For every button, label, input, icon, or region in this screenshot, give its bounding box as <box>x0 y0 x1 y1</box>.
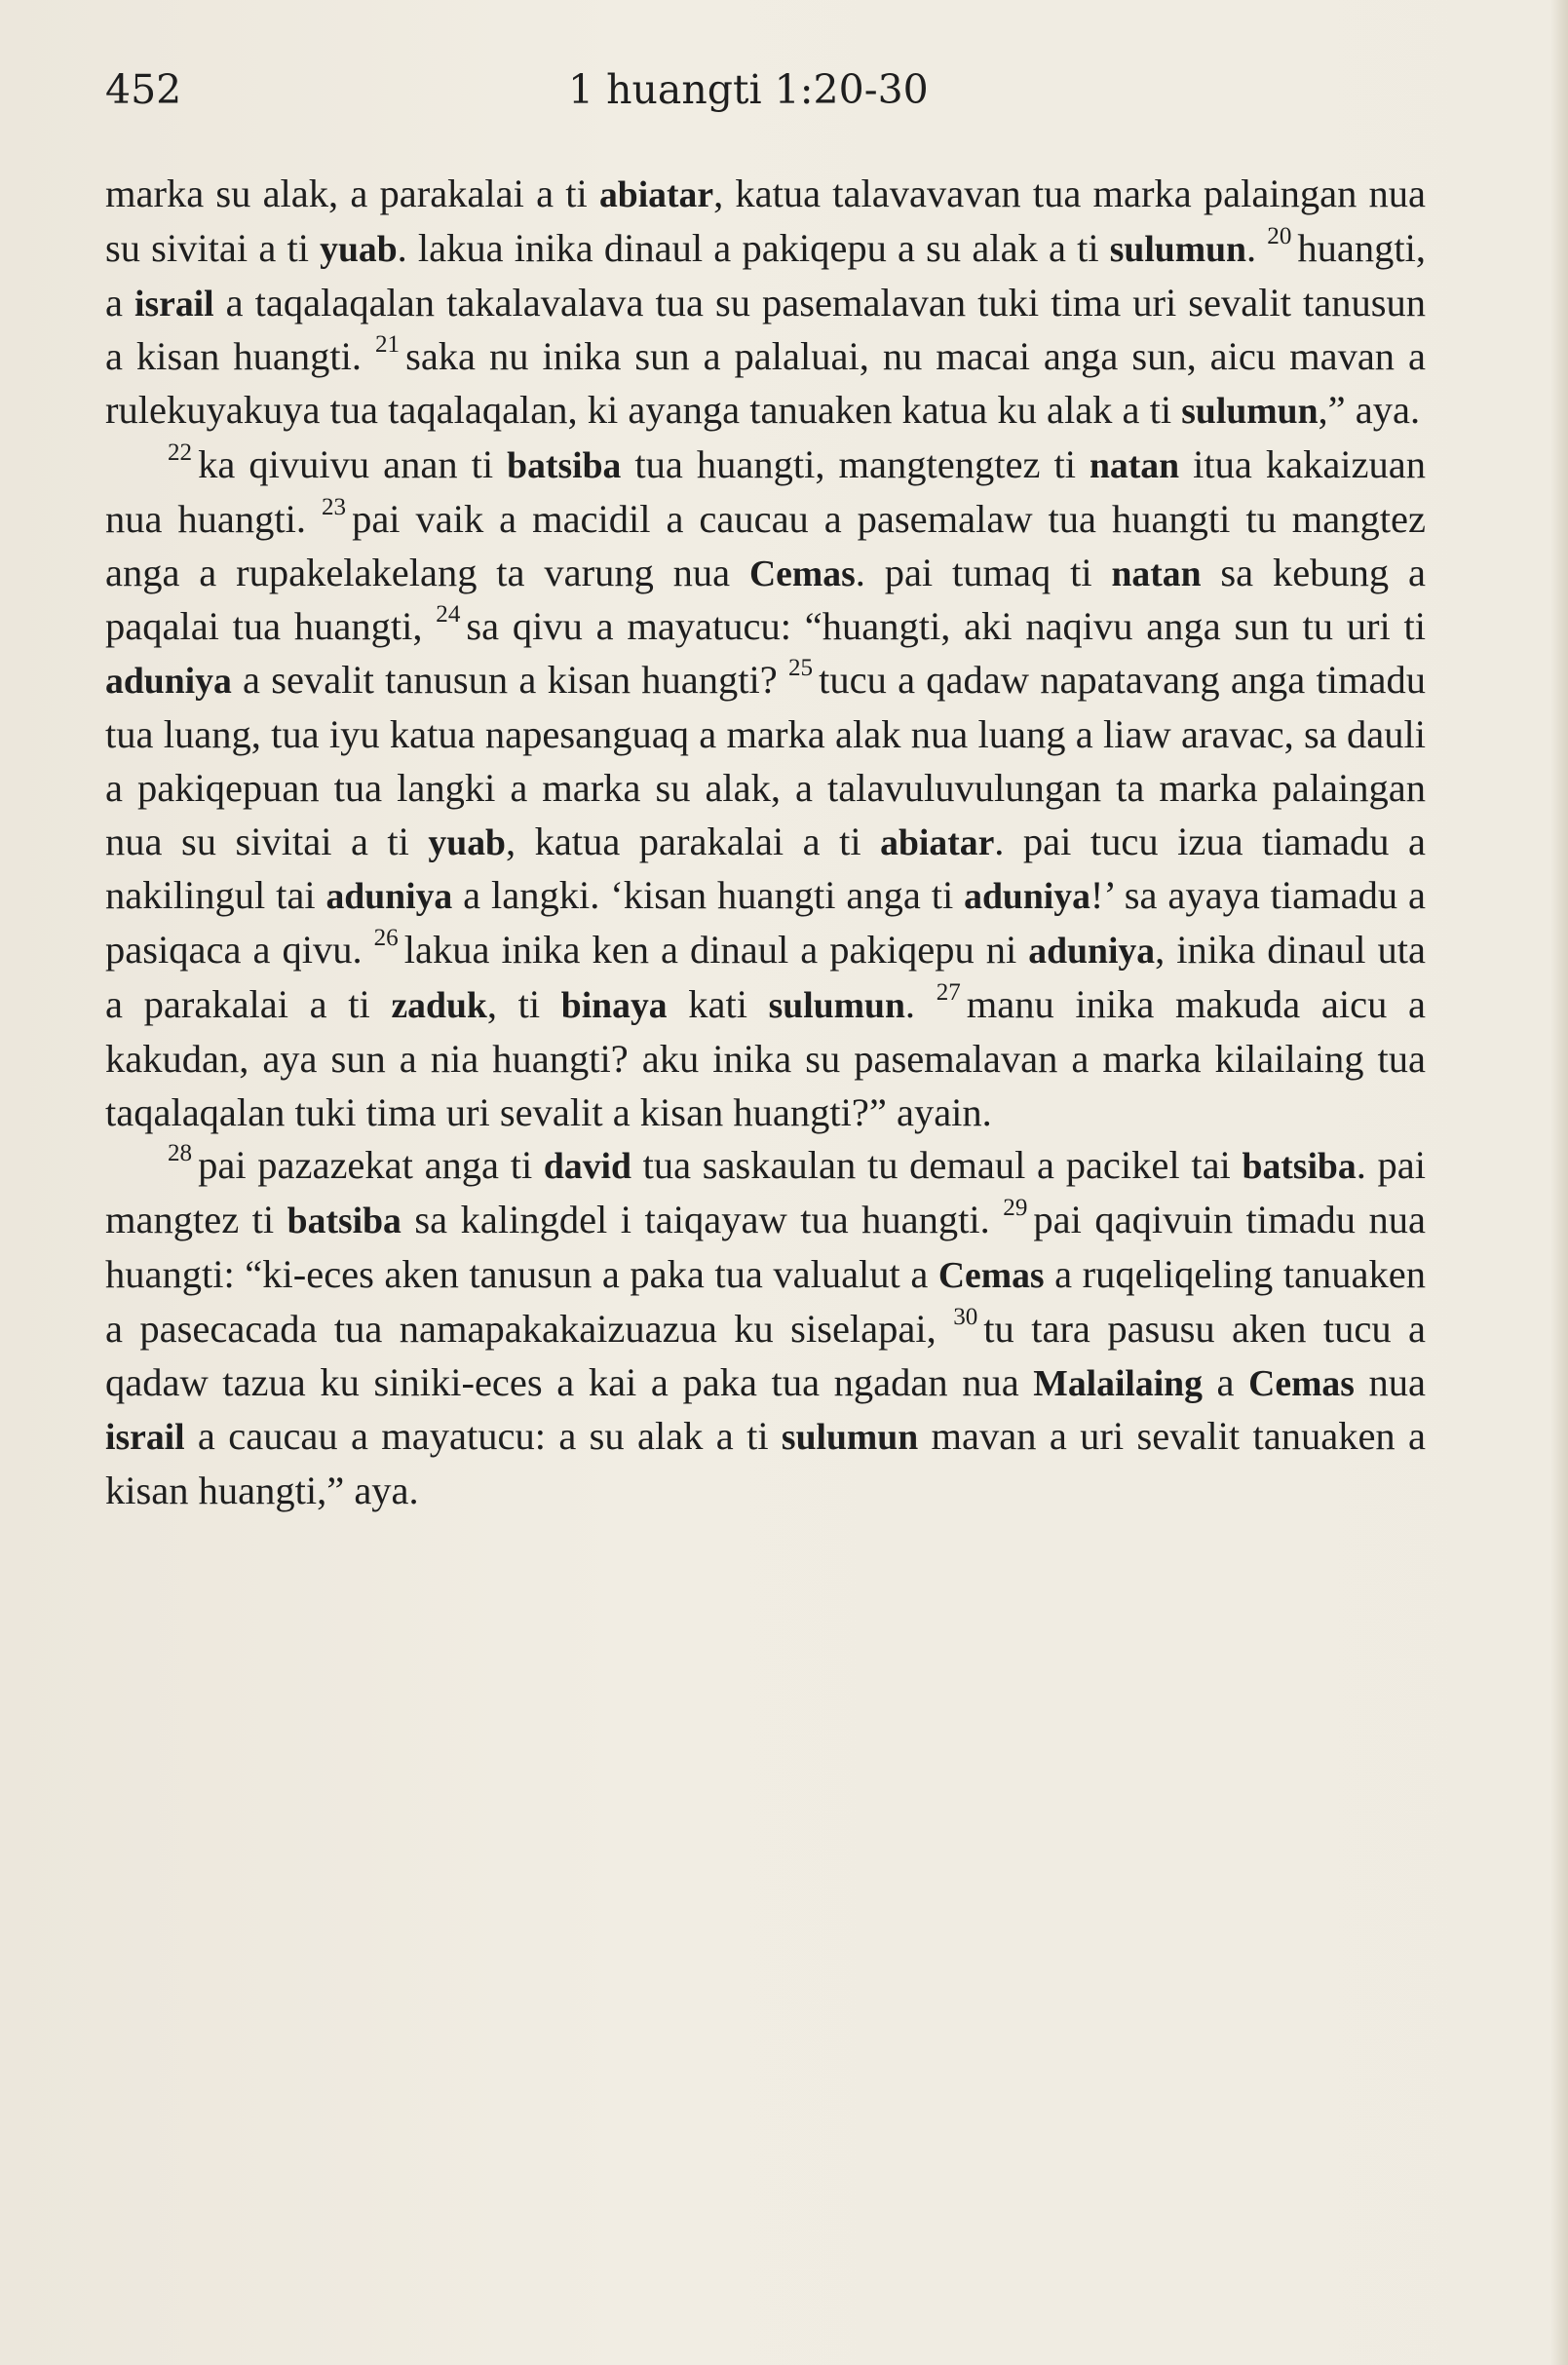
proper-name: sulumun <box>1109 228 1246 270</box>
text-run: tucu a qadaw napatavang anga timadu tua luang, tua iyu katua napesanguaq a marka alak nua luang a liaw aravac, sa dauli a pakiqepuan tua langki a marka su alak, a talavuluvulungan ta marka palaingan nua su sivitai a ti <box>105 658 1426 863</box>
proper-name: natan <box>1111 553 1202 594</box>
proper-name: sulumun <box>781 1417 919 1459</box>
text-run: a <box>1202 1359 1249 1404</box>
proper-name: Cemas <box>748 553 856 594</box>
verse-number: 22 <box>168 439 193 466</box>
proper-name: israil <box>105 1417 185 1459</box>
proper-name: binaya <box>560 984 668 1026</box>
text-run: . <box>904 981 937 1026</box>
verse-number: 23 <box>321 493 347 520</box>
verse-number: 20 <box>1267 222 1292 249</box>
verse-number: 30 <box>953 1303 978 1330</box>
text-run: pai vaik a macidil a caucau a pasemalaw tua huangti tu mangtez anga a rupakelakelang ta varung nua <box>105 496 1426 594</box>
proper-name: batsiba <box>1242 1146 1357 1188</box>
proper-name: aduniya <box>1028 931 1156 973</box>
text-run: marka su alak, a parakalai a ti <box>105 172 599 215</box>
text-run: saka nu inika sun a palaluai, nu macai anga sun, aicu mavan a rulekuyakuya tua taqalaqalan, ki ayanga tanuaken katua ku alak a ti <box>105 334 1426 433</box>
verse-number: 24 <box>436 601 461 629</box>
proper-name: abiatar <box>598 174 714 215</box>
scripture-text <box>105 168 1426 1518</box>
text-run: , katua parakalai a ti <box>505 819 881 863</box>
verse-number: 26 <box>373 925 399 952</box>
text-run: pai pazazekat anga ti <box>198 1143 544 1188</box>
proper-name: Cemas <box>1248 1362 1355 1404</box>
page-header <box>105 60 1422 119</box>
text-run: itua kakaizuan nua huangti. <box>105 441 1427 541</box>
proper-name: sulumun <box>768 984 905 1026</box>
paragraph <box>105 1139 1426 1518</box>
text-run: sa kebung a paqalai tua huangti, <box>105 550 1426 649</box>
text-run: , inika dinaul uta a parakalai a ti <box>105 928 1426 1026</box>
proper-name: abiatar <box>880 821 995 863</box>
text-run: . pai mangtez ti <box>105 1143 1426 1242</box>
proper-name: aduniya <box>105 661 232 703</box>
verse-number: 27 <box>936 978 961 1006</box>
text-run: sa qivu a mayatucu: “huangti, aki naqivu anga sun tu uri ti <box>466 604 1426 649</box>
page-edge-shadow <box>1550 0 1568 2365</box>
text-run: a sevalit tanusun a kisan huangti? <box>231 658 788 703</box>
running-head: 1 huangti 1:20-30 <box>568 66 929 113</box>
text-run: ,” aya. <box>1318 388 1421 433</box>
proper-name: yuab <box>320 228 398 270</box>
proper-name: aduniya <box>964 876 1090 918</box>
text-run: . lakua inika dinaul a pakiqepu a su alak a ti <box>397 225 1110 270</box>
paragraph <box>105 168 1426 439</box>
text-run: tu tara pasusu aken tucu a qadaw tazua ku siniki-eces a kai a paka tua ngadan nua <box>105 1306 1426 1404</box>
text-run: kati <box>667 981 769 1026</box>
text-run: . <box>1246 225 1268 270</box>
proper-name: natan <box>1089 444 1180 486</box>
text-run: tua saskaulan tu demaul a pacikel tai <box>631 1143 1243 1188</box>
text-run: pai qaqivuin timadu nua huangti: “ki-eces aken tanusun a paka tua valualut a <box>105 1198 1427 1296</box>
text-run: lakua inika ken a dinaul a pakiqepu ni <box>403 928 1029 973</box>
proper-name: israil <box>134 283 214 324</box>
text-run: !’ sa ayaya tiamadu a pasiqaca a qivu. <box>105 873 1426 973</box>
text-run: a ruqeliqeling tanuaken a pasecacada tua namapakakaizuazua ku siselapai, <box>105 1251 1426 1351</box>
proper-name: zaduk <box>391 984 487 1026</box>
text-run: tua huangti, mangtengtez ti <box>621 441 1090 486</box>
text-run: , katua talavavavan tua marka palaingan nua su sivitai a ti <box>105 172 1426 270</box>
text-run: mavan a uri sevalit tanuaken a kisan huangti,” aya. <box>105 1414 1426 1513</box>
text-run: nua <box>1354 1359 1427 1404</box>
text-run: a taqalaqalan takalavalava tua su pasemalavan tuki tima uri sevalit tanusun a kisan huangti. <box>105 280 1426 379</box>
text-run: sa kalingdel i taiqayaw tua huangti. <box>401 1198 1004 1242</box>
verse-number: 28 <box>168 1140 193 1167</box>
verse-number: 25 <box>788 655 814 682</box>
text-run: a caucau a mayatucu: a su alak a ti <box>184 1414 782 1459</box>
proper-name: sulumun <box>1181 391 1319 433</box>
proper-name: yuab <box>428 821 506 863</box>
proper-name: Malailaing <box>1033 1362 1203 1404</box>
text-run: . pai tumaq ti <box>855 550 1112 594</box>
text-run: manu inika makuda aicu a kakudan, aya sun a nia huangti? aku inika su pasemalavan a marka kilailaing tua taqalaqalan tuki tima uri sevalit a kisan huangti?” ayain. <box>105 981 1426 1134</box>
text-run: huangti, a <box>105 225 1426 324</box>
proper-name: david <box>543 1146 631 1188</box>
text-run: a langki. ‘kisan huangti anga ti <box>452 873 965 918</box>
verse-number: 29 <box>1003 1195 1028 1222</box>
text-run: ka qivuivu anan ti <box>198 441 508 486</box>
proper-name: batsiba <box>507 444 622 486</box>
paragraph <box>105 439 1426 1139</box>
proper-name: aduniya <box>325 876 453 918</box>
proper-name: Cemas <box>937 1254 1045 1296</box>
verse-number: 21 <box>374 331 401 359</box>
text-run: , ti <box>486 981 561 1026</box>
text-run: . pai tucu izua tiamadu a nakilingul tai <box>105 819 1426 918</box>
proper-name: batsiba <box>287 1201 402 1242</box>
page-number: 452 <box>105 66 182 113</box>
